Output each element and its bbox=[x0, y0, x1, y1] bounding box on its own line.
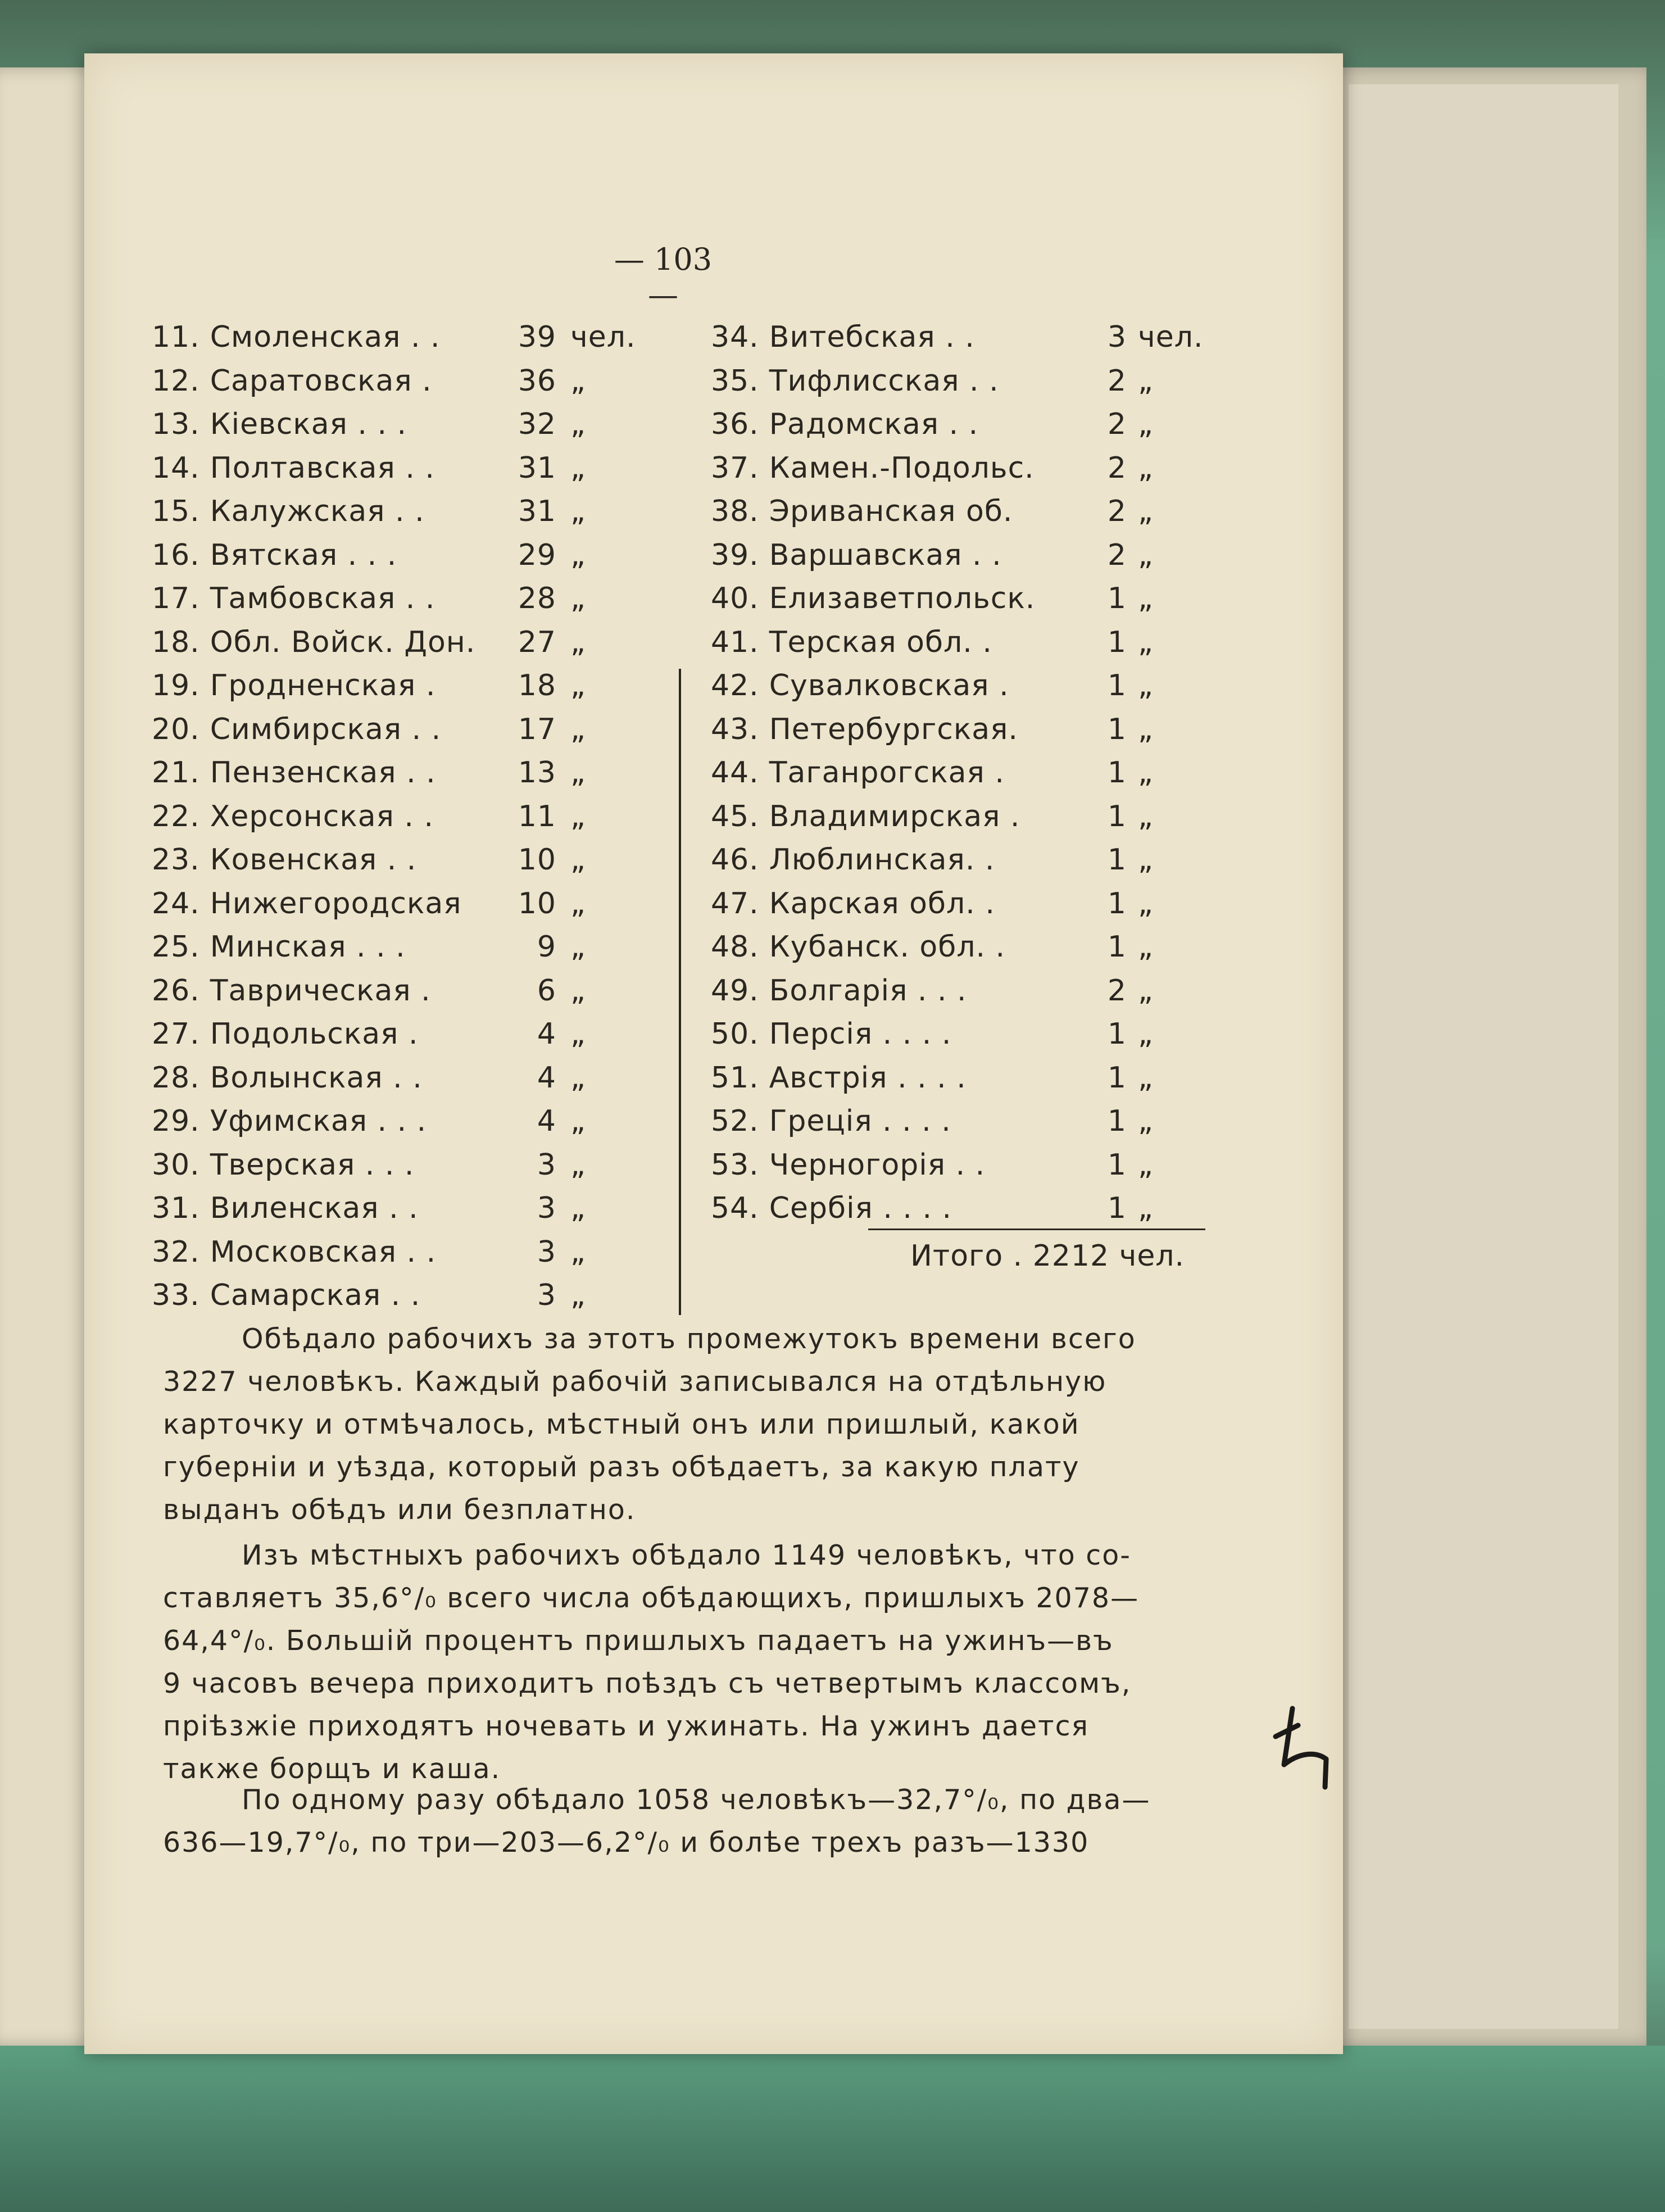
count-unit: „ bbox=[570, 1148, 586, 1182]
region-name: Камен.-Подольс. bbox=[769, 451, 1035, 485]
row-number: 29. bbox=[152, 1104, 200, 1138]
page-number: — 103 — bbox=[614, 242, 713, 312]
row-label bbox=[152, 490, 425, 534]
row-number: 50. bbox=[711, 1017, 759, 1051]
list-item bbox=[152, 1013, 646, 1057]
count-value: 4 bbox=[537, 1017, 556, 1051]
count-unit: „ bbox=[1138, 582, 1154, 615]
count-value: 4 bbox=[537, 1104, 556, 1138]
list-item bbox=[152, 403, 646, 447]
row-number: 36. bbox=[711, 407, 759, 441]
row-label bbox=[152, 708, 441, 752]
count-unit: „ bbox=[1138, 973, 1154, 1008]
row-number: 26. bbox=[152, 973, 200, 1008]
region-name: Уфимская . . . bbox=[210, 1104, 427, 1138]
region-name: Болгарія . . . bbox=[769, 973, 967, 1008]
list-item bbox=[152, 1100, 646, 1144]
row-label bbox=[711, 1057, 967, 1100]
region-name: Волынская . . bbox=[210, 1060, 423, 1095]
count-unit: „ bbox=[570, 1104, 586, 1138]
count-value: 1 bbox=[1107, 712, 1127, 746]
left-column-list bbox=[152, 316, 646, 1318]
region-name: Виленская . . bbox=[210, 1191, 419, 1225]
row-label bbox=[152, 316, 441, 360]
row-number: 22. bbox=[152, 799, 200, 833]
row-label bbox=[711, 534, 1002, 578]
row-label bbox=[152, 1013, 418, 1057]
count-unit: „ bbox=[1138, 712, 1154, 746]
count-unit: „ bbox=[1138, 495, 1154, 528]
region-name: Саратовская . bbox=[210, 364, 432, 398]
count-value: 28 bbox=[518, 582, 556, 615]
list-item bbox=[152, 621, 646, 665]
row-label bbox=[152, 447, 435, 491]
region-name: Таганрогская . bbox=[769, 756, 1005, 790]
count-value: 32 bbox=[518, 407, 556, 441]
row-number: 21. bbox=[152, 756, 200, 790]
count-value: 1 bbox=[1107, 582, 1127, 615]
region-name: Греція . . . . bbox=[769, 1104, 951, 1138]
count-value: 1 bbox=[1107, 669, 1127, 702]
region-name: Сербія . . . . bbox=[769, 1191, 952, 1225]
count-unit: „ bbox=[1138, 756, 1154, 790]
row-label bbox=[152, 838, 416, 882]
count-value: 2 bbox=[1107, 495, 1127, 528]
count-unit: „ bbox=[1138, 799, 1154, 833]
count-unit: „ bbox=[1138, 1017, 1154, 1051]
row-label bbox=[711, 316, 975, 360]
row-label bbox=[152, 751, 436, 795]
paragraph-line: также борщъ и каша. bbox=[163, 1753, 501, 1785]
paragraph-line: 64,4°/₀. Большій процентъ пришлыхъ падаетъ на ужинъ—въ bbox=[163, 1625, 1114, 1657]
count-value: 2 bbox=[1107, 364, 1127, 398]
count-unit: „ bbox=[570, 669, 586, 702]
region-name: Подольская . bbox=[210, 1017, 419, 1051]
count-unit: „ bbox=[570, 1191, 586, 1225]
row-label bbox=[152, 360, 432, 404]
list-item bbox=[152, 447, 646, 491]
paragraph-line: губерніи и уѣзда, который разъ обѣдаетъ, за какую плату bbox=[163, 1451, 1080, 1483]
list-item bbox=[711, 1144, 1205, 1187]
count-value: 3 bbox=[537, 1235, 556, 1269]
count-value: 29 bbox=[518, 538, 556, 572]
row-number: 54. bbox=[711, 1191, 759, 1225]
row-number: 51. bbox=[711, 1060, 759, 1095]
row-label bbox=[711, 1187, 952, 1231]
list-item bbox=[152, 969, 646, 1013]
region-name: Елизаветпольск. bbox=[769, 582, 1036, 615]
count-value: 3 bbox=[537, 1148, 556, 1182]
count-unit: „ bbox=[570, 538, 586, 572]
handwritten-mark bbox=[1259, 1703, 1349, 1793]
count-unit: „ bbox=[1138, 625, 1154, 659]
count-value: 1 bbox=[1107, 930, 1127, 964]
row-number: 48. bbox=[711, 930, 759, 964]
row-label bbox=[152, 1274, 420, 1318]
paragraph-line: 636—19,7°/₀, по три—203—6,2°/₀ и болѣе трехъ разъ—1330 bbox=[163, 1826, 1090, 1859]
list-item bbox=[711, 1057, 1205, 1100]
total-line-text: Итого . 2212 чел. bbox=[910, 1239, 1185, 1273]
paragraph-line: 3227 человѣкъ. Каждый рабочій записывался на отдѣльную bbox=[163, 1366, 1107, 1398]
count-unit: „ bbox=[570, 930, 586, 964]
paragraph-3 bbox=[163, 1779, 1214, 1864]
count-value: 36 bbox=[518, 364, 556, 398]
list-item bbox=[152, 1274, 646, 1318]
book-endpaper bbox=[1349, 84, 1618, 2029]
region-name: Витебская . . bbox=[769, 320, 975, 354]
region-name: Люблинская. . bbox=[769, 843, 995, 877]
count-value: 2 bbox=[1107, 407, 1127, 441]
row-label bbox=[152, 1231, 436, 1275]
row-label bbox=[152, 926, 406, 969]
count-unit: „ bbox=[570, 495, 586, 528]
row-number: 20. bbox=[152, 712, 200, 746]
region-name: Петербургская. bbox=[769, 712, 1018, 746]
paragraph-line: выданъ обѣдъ или безплатно. bbox=[163, 1494, 636, 1526]
list-item bbox=[152, 360, 646, 404]
row-number: 34. bbox=[711, 320, 759, 354]
list-item bbox=[711, 838, 1205, 882]
row-label bbox=[711, 838, 995, 882]
region-name: Московская . . bbox=[210, 1235, 437, 1269]
list-item bbox=[711, 1187, 1205, 1231]
count-value: 13 bbox=[518, 756, 556, 790]
list-item bbox=[711, 316, 1205, 360]
list-item bbox=[152, 838, 646, 882]
row-number: 19. bbox=[152, 669, 200, 702]
row-number: 35. bbox=[711, 364, 759, 398]
region-name: Смоленская . . bbox=[210, 320, 441, 354]
list-item bbox=[711, 1013, 1205, 1057]
region-name: Гродненская . bbox=[210, 669, 436, 702]
region-name: Карская обл. . bbox=[769, 886, 995, 921]
count-unit: „ bbox=[1138, 407, 1154, 441]
row-label bbox=[711, 1013, 951, 1057]
paragraph-line: Обѣдало рабочихъ за этотъ промежутокъ времени всего bbox=[242, 1323, 1136, 1355]
region-name: Симбирская . . bbox=[210, 712, 442, 746]
row-number: 12. bbox=[152, 364, 200, 398]
count-unit: „ bbox=[570, 973, 586, 1008]
row-label bbox=[152, 1187, 419, 1231]
count-unit: „ bbox=[570, 1060, 586, 1095]
region-name: Самарская . . bbox=[210, 1279, 421, 1312]
row-number: 41. bbox=[711, 625, 759, 659]
count-value: 17 bbox=[518, 712, 556, 746]
row-number: 42. bbox=[711, 669, 759, 702]
row-label bbox=[711, 621, 992, 665]
row-label bbox=[152, 1144, 414, 1187]
row-label bbox=[711, 969, 967, 1013]
list-item bbox=[152, 708, 646, 752]
list-item bbox=[152, 1057, 646, 1100]
list-item bbox=[152, 664, 646, 708]
list-item bbox=[711, 447, 1205, 491]
row-number: 11. bbox=[152, 320, 200, 354]
total-rule bbox=[868, 1229, 1205, 1230]
paragraph-line: карточку и отмѣчалось, мѣстный онъ или пришлый, какой bbox=[163, 1408, 1080, 1440]
region-name: Херсонская . . bbox=[210, 799, 434, 833]
count-unit: „ bbox=[1138, 669, 1154, 702]
region-name: Радомская . . bbox=[769, 407, 979, 441]
count-value: 2 bbox=[1107, 451, 1127, 485]
row-number: 24. bbox=[152, 886, 200, 921]
row-number: 30. bbox=[152, 1148, 200, 1182]
row-label bbox=[152, 795, 434, 839]
count-unit: „ bbox=[570, 1279, 586, 1312]
row-number: 40. bbox=[711, 582, 759, 615]
paragraph-line: пріѣзжіе приходятъ ночевать и ужинать. На ужинъ дается bbox=[163, 1710, 1090, 1742]
list-item bbox=[711, 664, 1205, 708]
region-name: Тифлисская . . bbox=[769, 364, 999, 398]
list-item bbox=[152, 926, 646, 969]
row-label bbox=[152, 577, 435, 621]
count-unit: „ bbox=[570, 756, 586, 790]
region-name: Ковенская . . bbox=[210, 843, 417, 877]
paragraph-line: По одному разу обѣдало 1058 человѣкъ—32,7°/₀, по два— bbox=[242, 1784, 1151, 1816]
row-number: 16. bbox=[152, 538, 200, 572]
count-value: 1 bbox=[1107, 799, 1127, 833]
region-name: Терская обл. . bbox=[769, 625, 992, 659]
count-value: 10 bbox=[518, 843, 556, 877]
row-number: 33. bbox=[152, 1279, 200, 1312]
count-value: 27 bbox=[518, 625, 556, 659]
count-value: 3 bbox=[537, 1279, 556, 1312]
count-unit: „ bbox=[1138, 1191, 1154, 1225]
row-number: 28. bbox=[152, 1060, 200, 1095]
count-unit: „ bbox=[570, 1017, 586, 1051]
list-item bbox=[711, 1100, 1205, 1144]
count-value: 1 bbox=[1107, 1060, 1127, 1095]
count-unit: „ bbox=[570, 712, 586, 746]
row-label bbox=[152, 882, 462, 926]
row-label bbox=[711, 403, 978, 447]
list-item bbox=[711, 795, 1205, 839]
list-item bbox=[711, 708, 1205, 752]
list-item bbox=[711, 969, 1205, 1013]
list-item bbox=[152, 751, 646, 795]
row-number: 23. bbox=[152, 843, 200, 877]
count-value: 1 bbox=[1107, 625, 1127, 659]
list-item bbox=[152, 1187, 646, 1231]
row-number: 47. bbox=[711, 886, 759, 921]
list-item bbox=[152, 882, 646, 926]
list-item bbox=[152, 534, 646, 578]
row-label bbox=[711, 360, 999, 404]
row-number: 43. bbox=[711, 712, 759, 746]
region-name: Персія . . . . bbox=[769, 1017, 952, 1051]
paragraph-line: ставляетъ 35,6°/₀ всего числа обѣдающихъ, пришлыхъ 2078— bbox=[163, 1582, 1140, 1614]
count-value: 3 bbox=[537, 1191, 556, 1225]
list-item bbox=[152, 1144, 646, 1187]
count-unit: „ bbox=[1138, 886, 1154, 921]
region-name: Пензенская . . bbox=[210, 756, 436, 790]
region-name: Таврическая . bbox=[210, 973, 431, 1008]
count-value: 6 bbox=[537, 973, 556, 1008]
row-number: 39. bbox=[711, 538, 759, 572]
row-number: 25. bbox=[152, 930, 200, 964]
row-label bbox=[711, 926, 1005, 969]
count-unit: „ bbox=[1138, 451, 1154, 485]
row-number: 15. bbox=[152, 495, 200, 528]
count-value: 10 bbox=[518, 886, 556, 921]
row-number: 18. bbox=[152, 625, 200, 659]
row-number: 32. bbox=[152, 1235, 200, 1269]
right-column-list bbox=[711, 316, 1205, 1231]
row-label bbox=[711, 447, 1035, 491]
row-number: 45. bbox=[711, 799, 759, 833]
count-unit: „ bbox=[1138, 1148, 1154, 1182]
count-value: 9 bbox=[537, 930, 556, 964]
region-name: Обл. Войск. Дон. bbox=[210, 625, 476, 659]
count-value: 4 bbox=[537, 1060, 556, 1095]
list-item bbox=[711, 490, 1205, 534]
paragraph-line: Изъ мѣстныхъ рабочихъ обѣдало 1149 человѣкъ, что со- bbox=[242, 1539, 1131, 1571]
count-unit: „ bbox=[1138, 364, 1154, 398]
list-item bbox=[711, 534, 1205, 578]
count-unit: „ bbox=[1138, 1060, 1154, 1095]
list-item bbox=[711, 882, 1205, 926]
count-value: 1 bbox=[1107, 843, 1127, 877]
count-value: 31 bbox=[518, 495, 556, 528]
list-item bbox=[711, 577, 1205, 621]
count-value: 1 bbox=[1107, 1104, 1127, 1138]
list-item bbox=[711, 751, 1205, 795]
count-unit: „ bbox=[1138, 930, 1154, 964]
row-number: 46. bbox=[711, 843, 759, 877]
book-binding-bottom bbox=[0, 2046, 1665, 2212]
row-label bbox=[711, 708, 1018, 752]
paragraph-2 bbox=[163, 1534, 1214, 1791]
region-name: Тверская . . . bbox=[210, 1148, 415, 1182]
region-name: Минская . . . bbox=[210, 930, 406, 964]
row-label bbox=[711, 577, 1035, 621]
region-name: Эриванская об. bbox=[769, 495, 1013, 528]
count-unit: „ bbox=[570, 1235, 586, 1269]
region-name: Кубанск. обл. . bbox=[769, 930, 1006, 964]
region-name: Варшавская . . bbox=[769, 538, 1002, 572]
row-label bbox=[711, 1144, 985, 1187]
list-item bbox=[152, 577, 646, 621]
count-value: 2 bbox=[1107, 973, 1127, 1008]
row-label bbox=[152, 664, 435, 708]
count-value: 1 bbox=[1107, 1191, 1127, 1225]
region-name: Черногорія . . bbox=[769, 1148, 986, 1182]
count-value: 18 bbox=[518, 669, 556, 702]
count-value: 1 bbox=[1107, 886, 1127, 921]
count-unit: „ bbox=[570, 886, 586, 921]
row-number: 31. bbox=[152, 1191, 200, 1225]
count-unit: „ bbox=[570, 625, 586, 659]
count-value: 1 bbox=[1107, 1017, 1127, 1051]
row-label bbox=[711, 490, 1013, 534]
region-name: Вятская . . . bbox=[210, 538, 397, 572]
list-item bbox=[711, 360, 1205, 404]
count-unit: „ bbox=[570, 364, 586, 398]
row-label bbox=[152, 1057, 423, 1100]
region-name: Владимирская . bbox=[769, 799, 1020, 833]
row-label bbox=[152, 969, 431, 1013]
row-label bbox=[152, 1100, 427, 1144]
row-number: 49. bbox=[711, 973, 759, 1008]
row-number: 38. bbox=[711, 495, 759, 528]
region-name: Австрія . . . . bbox=[769, 1060, 967, 1095]
region-name: Сувалковская . bbox=[769, 669, 1009, 702]
row-number: 44. bbox=[711, 756, 759, 790]
row-number: 53. bbox=[711, 1148, 759, 1182]
row-label bbox=[711, 795, 1020, 839]
row-label bbox=[711, 1100, 951, 1144]
row-number: 37. bbox=[711, 451, 759, 485]
region-name: Полтавская . . bbox=[210, 451, 435, 485]
list-item bbox=[152, 795, 646, 839]
list-item bbox=[152, 316, 646, 360]
count-unit: „ bbox=[570, 582, 586, 615]
row-label bbox=[152, 621, 475, 665]
row-number: 17. bbox=[152, 582, 200, 615]
count-unit: „ bbox=[1138, 843, 1154, 877]
count-unit: „ bbox=[570, 451, 586, 485]
count-value: 1 bbox=[1107, 756, 1127, 790]
count-value: 1 bbox=[1107, 1148, 1127, 1182]
count-unit: „ bbox=[570, 843, 586, 877]
region-name: Калужская . . bbox=[210, 495, 425, 528]
list-item bbox=[152, 1231, 646, 1275]
list-item bbox=[152, 490, 646, 534]
row-label bbox=[711, 882, 995, 926]
count-value: 11 bbox=[518, 799, 556, 833]
count-value: 3 bbox=[1107, 320, 1127, 354]
region-name: Нижегородская bbox=[210, 886, 462, 921]
count-unit: чел. bbox=[1138, 320, 1204, 354]
row-number: 14. bbox=[152, 451, 200, 485]
count-value: 31 bbox=[518, 451, 556, 485]
row-label bbox=[152, 403, 407, 447]
list-item bbox=[711, 926, 1205, 969]
count-unit: „ bbox=[570, 407, 586, 441]
column-divider bbox=[679, 669, 681, 1315]
count-unit: „ bbox=[570, 799, 586, 833]
region-name: Тамбовская . . bbox=[210, 582, 435, 615]
row-number: 27. bbox=[152, 1017, 200, 1051]
count-unit: чел. bbox=[570, 320, 636, 354]
row-label bbox=[152, 534, 397, 578]
paragraph-line: 9 часовъ вечера приходитъ поѣздъ съ четвертымъ классомъ, bbox=[163, 1667, 1132, 1699]
row-label bbox=[711, 664, 1009, 708]
count-unit: „ bbox=[1138, 1104, 1154, 1138]
row-number: 52. bbox=[711, 1104, 759, 1138]
count-unit: „ bbox=[1138, 538, 1154, 572]
region-name: Кіевская . . . bbox=[210, 407, 407, 441]
paragraph-1 bbox=[163, 1318, 1214, 1531]
row-label bbox=[711, 751, 1005, 795]
list-item bbox=[711, 621, 1205, 665]
row-number: 13. bbox=[152, 407, 200, 441]
list-item bbox=[711, 403, 1205, 447]
count-value: 39 bbox=[518, 320, 556, 354]
count-value: 2 bbox=[1107, 538, 1127, 572]
